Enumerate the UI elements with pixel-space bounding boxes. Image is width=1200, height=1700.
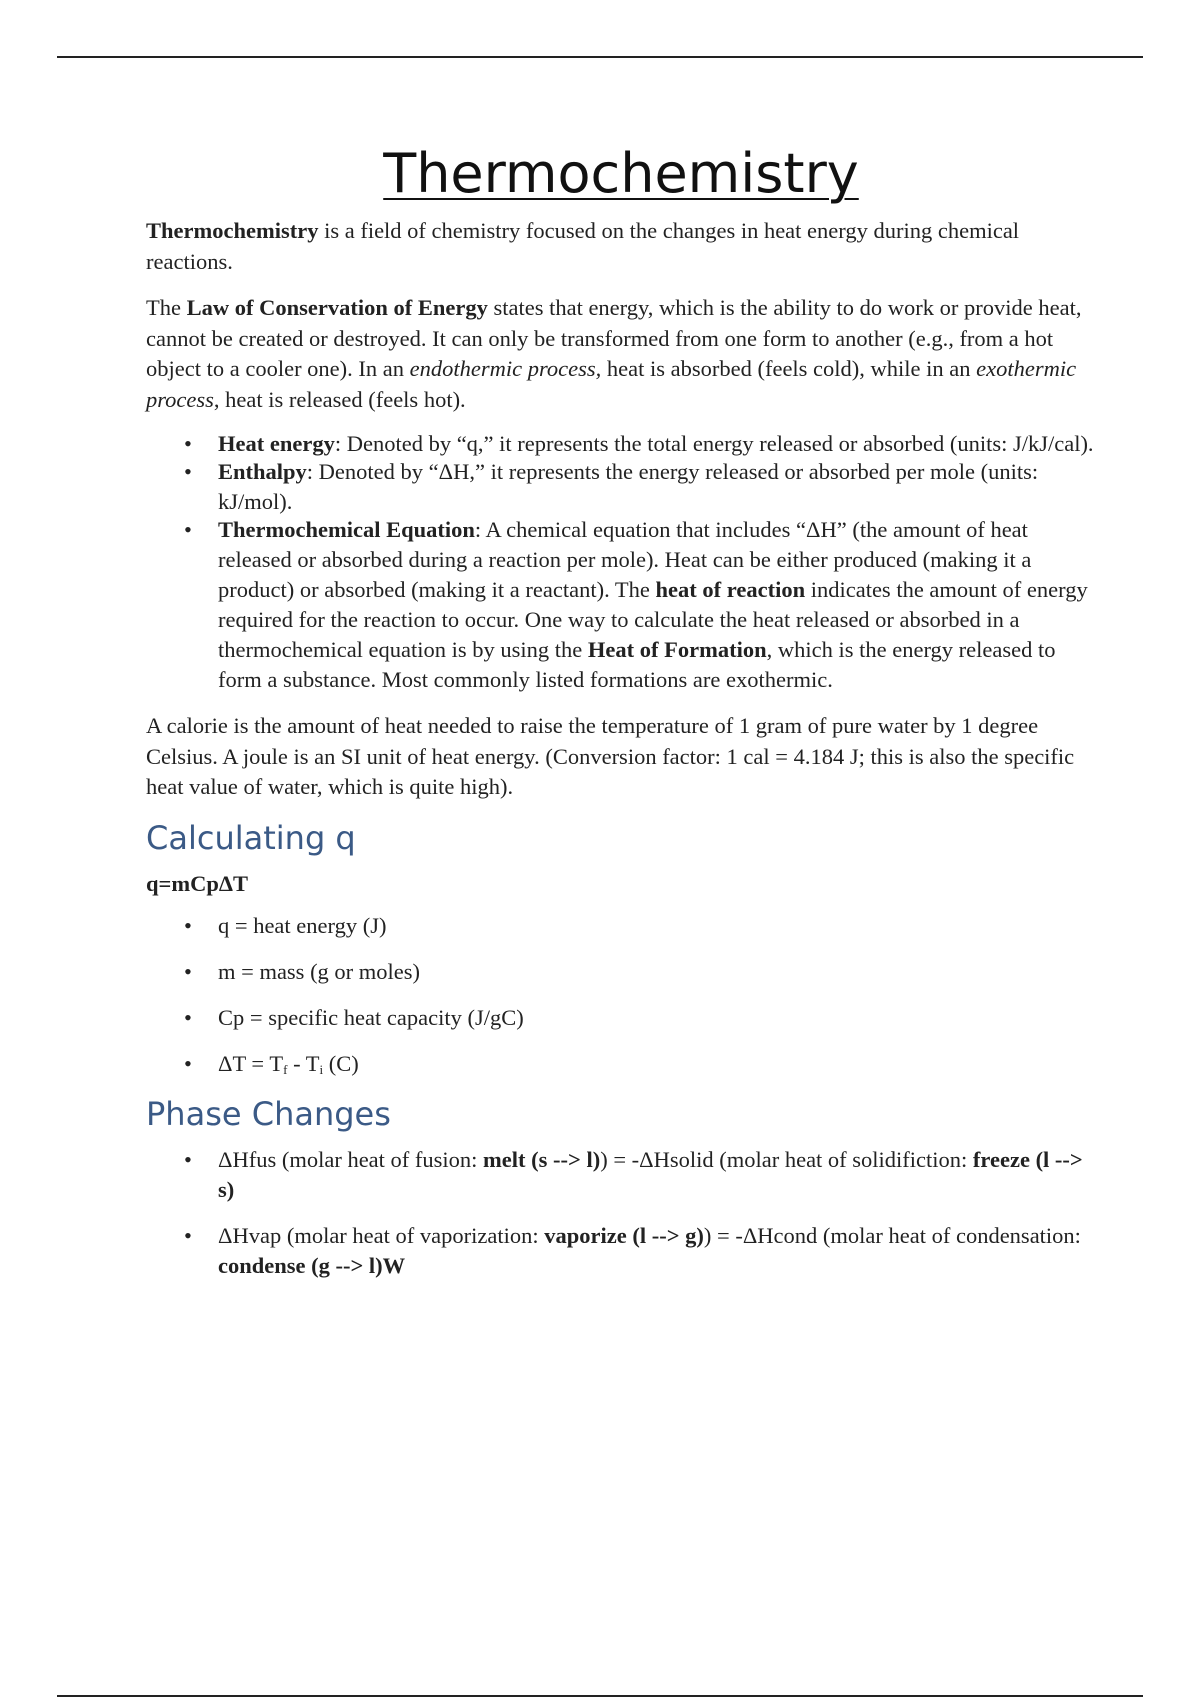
bullet-icon: • xyxy=(184,1005,192,1030)
bullet-icon: • xyxy=(184,517,192,542)
phase-changes-list xyxy=(146,1145,1096,1281)
list-item: • $\Delta T = T_f - T_i$ (C) xyxy=(184,1051,359,1077)
phase-changes-heading: Phase Changes xyxy=(146,1095,391,1133)
bullet-icon: • xyxy=(184,1223,192,1248)
list-item: • Cp = specific heat capacity (J/gC) xyxy=(146,1003,1096,1033)
variables-list xyxy=(146,911,1096,1079)
list-item: • Heat energy: Denoted by “q,” it represents the total energy released or absorbed (units: J/kJ/cal). xyxy=(146,429,1096,459)
bullet-icon: • xyxy=(184,1051,192,1076)
intro-paragraph: Thermochemistry is a field of chemistry focused on the changes in heat energy during chemical reactions. xyxy=(146,218,1020,274)
list-item: • Thermochemical Equation: A chemical equation that includes “ΔH” (the amount of heat released or absorbed during a reaction per mole). Heat can be either produced (making it a product) or absorbed (making it a reactant). The heat of reaction indicates the amount of energy required for the reaction to occur. One way to calculate the heat released or absorbed in a thermochemical equation is by using the Heat of Formation, which is the energy released to form a substance. Most commonly listed formations are exothermic. xyxy=(184,517,1088,692)
list-item: • q = heat energy (J) xyxy=(146,911,1096,941)
list-item: • m = mass (g or moles) xyxy=(146,957,1096,987)
list-item: • ΔHfus (molar heat of fusion: melt (s --> l)) = -ΔHsolid (molar heat of solidifiction: freeze (l --> s) xyxy=(184,1147,1083,1202)
bullet-icon: • xyxy=(184,913,192,938)
list-item: • ΔHvap (molar heat of vaporization: vaporize (l --> g)) = -ΔHcond (molar heat of condensation: condense (g --> l)W xyxy=(184,1223,1081,1278)
header-rule xyxy=(57,56,1143,58)
list-item: • Enthalpy: Denoted by “ΔH,” it represents the energy released or absorbed per mole (units: kJ/mol). xyxy=(184,459,1039,514)
calculating-q-heading: Calculating q xyxy=(146,818,356,857)
page-title: Thermochemistry xyxy=(383,142,859,205)
bullet-icon: • xyxy=(184,1147,192,1172)
bullet-icon: • xyxy=(184,431,192,456)
definitions-list xyxy=(146,429,1096,695)
calorie-paragraph: A calorie is the amount of heat needed to raise the temperature of 1 gram of pure water by 1 degree Celsius. A joule is an SI unit of heat energy. (Conversion factor: 1 cal = 4.184 J; this is also the specific heat value of water, which is quite high). xyxy=(146,713,1075,799)
document-page xyxy=(146,140,1096,1297)
law-paragraph: The Law of Conservation of Energy states that energy, which is the ability to do work or provide heat, cannot be created or destroyed. It can only be transformed from one form to another (e.g., from a hot object to a cooler one). In an endothermic process, heat is absorbed (feels cold), while in an exothermic process, heat is released (feels hot). xyxy=(146,295,1082,412)
bullet-icon: • xyxy=(184,959,192,984)
q-formula: q=mCpΔT xyxy=(146,870,248,896)
footer-rule xyxy=(57,1695,1143,1697)
bullet-icon: • xyxy=(184,459,192,484)
